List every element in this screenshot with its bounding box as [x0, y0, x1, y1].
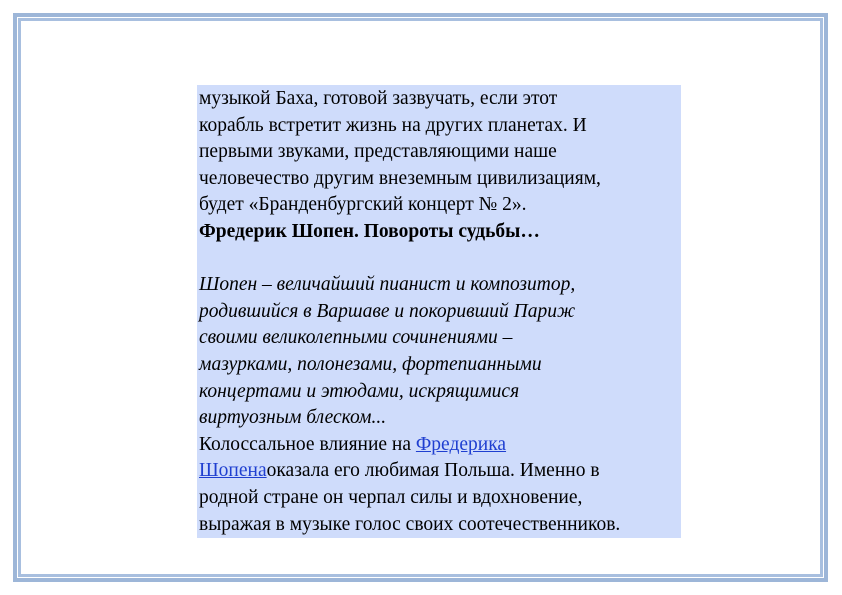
italic-line: виртуозным блеском... [199, 407, 387, 429]
chopin-link[interactable]: Фредерика [415, 433, 507, 455]
italic-line: мазурками, полонезами, фортепианными [199, 353, 542, 375]
intro-line: первыми звуками, представляющими наше [199, 141, 557, 163]
intro-line: корабль встретит жизнь на других планетах. И [199, 114, 587, 136]
paragraph-text: Колоссальное влияние на [199, 433, 416, 455]
section-heading: Фредерик Шопен. Повороты судьбы… [199, 220, 540, 242]
chopin-link-continued[interactable]: Шопена [199, 460, 267, 482]
paragraph-text: оказала его любимая Польша. Именно в [266, 460, 600, 482]
slide-text-box [197, 85, 681, 538]
intro-line: музыкой Баха, готовой зазвучать, если этот [199, 88, 558, 109]
paragraph-line: родной стране он черпал силы и вдохновение, [199, 486, 583, 508]
italic-line: родившийся в Варшаве и покоривший Париж [199, 300, 576, 322]
paragraph-line: выражая в музыке голос своих соотечественников. [199, 513, 621, 535]
intro-line: человечество другим внеземным цивилизациям, [199, 167, 601, 189]
paragraph-line [199, 432, 681, 459]
italic-line: концертами и этюдами, искрящимися [199, 380, 520, 402]
paragraph-line [199, 458, 681, 485]
italic-line: своими великолепными сочинениями – [199, 327, 513, 349]
blank-line [199, 246, 681, 273]
italic-line: Шопен – величайший пианист и композитор, [199, 274, 576, 296]
intro-line: будет «Бранденбургский концерт № 2». [199, 194, 527, 216]
